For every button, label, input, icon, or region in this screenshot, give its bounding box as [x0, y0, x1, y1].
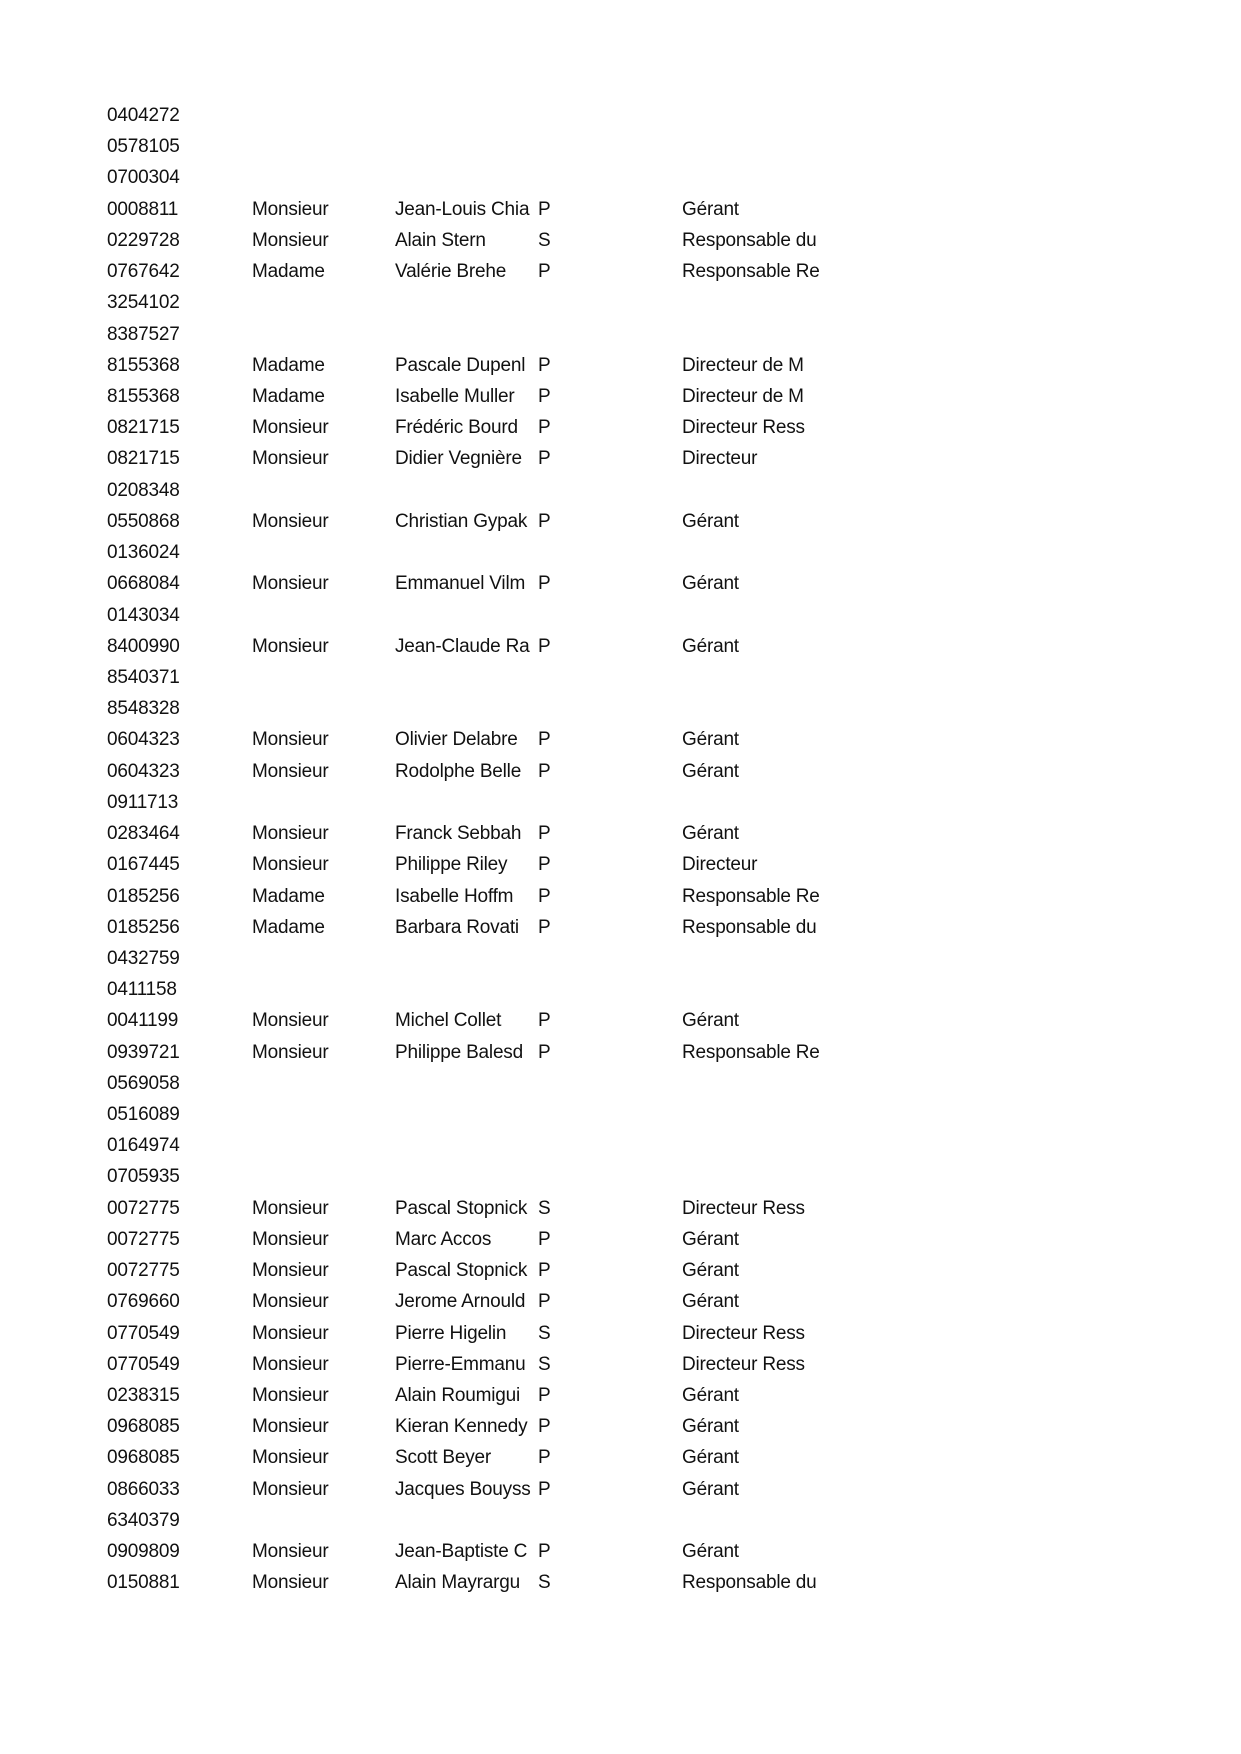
row-id-cell: 0208348 [107, 479, 180, 501]
row-id-cell: 0769660 [107, 1291, 180, 1313]
row-id-cell: 0968085 [107, 1447, 180, 1469]
row-id-cell: 6340379 [107, 1509, 180, 1531]
code-cell: P [538, 1541, 551, 1563]
civility-cell: Monsieur [252, 1291, 329, 1313]
job-title-cell: Gérant [682, 823, 739, 845]
row-id-cell: 0968085 [107, 1416, 180, 1438]
code-cell: S [538, 229, 551, 251]
row-id-cell: 0770549 [107, 1353, 180, 1375]
civility-cell: Madame [252, 916, 325, 938]
civility-cell: Monsieur [252, 1447, 329, 1469]
code-cell [538, 1505, 678, 1536]
table-row [0, 225, 1241, 256]
job-title-cell: Directeur [682, 854, 758, 876]
job-title-cell: Responsable du [682, 1572, 817, 1594]
job-title-cell [682, 1505, 823, 1536]
job-title-cell [682, 475, 823, 506]
job-title-cell: Directeur Ress [682, 1322, 805, 1344]
table-row [0, 818, 1241, 849]
name-cell [395, 693, 537, 724]
table-row [0, 568, 1241, 599]
code-cell: S [538, 1197, 551, 1219]
name-cell: Alain Roumigui [395, 1385, 520, 1407]
code-cell: S [538, 1353, 551, 1375]
row-id-cell: 0072775 [107, 1260, 180, 1282]
civility-cell [252, 600, 392, 631]
table-row [0, 319, 1241, 350]
code-cell [538, 1068, 678, 1099]
name-cell [395, 787, 537, 818]
code-cell [538, 131, 678, 162]
table-row [0, 256, 1241, 287]
job-title-cell: Gérant [682, 760, 739, 782]
name-cell: Didier Vegnière [395, 448, 522, 470]
name-cell: Michel Collet [395, 1010, 502, 1032]
name-cell [395, 162, 537, 193]
job-title-cell [682, 1130, 823, 1161]
job-title-cell: Directeur Ress [682, 1197, 805, 1219]
code-cell [538, 662, 678, 693]
code-cell: P [538, 1478, 551, 1500]
row-id-cell: 0866033 [107, 1478, 180, 1500]
civility-cell [252, 1130, 392, 1161]
code-cell: P [538, 1041, 551, 1063]
code-cell [538, 100, 678, 131]
code-cell: P [538, 448, 551, 470]
name-cell: Frédéric Bourd [395, 417, 518, 439]
code-cell: P [538, 729, 551, 751]
code-cell: P [538, 417, 551, 439]
job-title-cell: Directeur Ress [682, 1353, 805, 1375]
code-cell [538, 1161, 678, 1192]
job-title-cell [682, 1099, 823, 1130]
name-cell [395, 1130, 537, 1161]
code-cell: P [538, 1385, 551, 1407]
code-cell: P [538, 1228, 551, 1250]
table-row [0, 724, 1241, 755]
table-row [0, 1193, 1241, 1224]
row-id-cell: 0150881 [107, 1572, 180, 1594]
civility-cell: Monsieur [252, 823, 329, 845]
table-row [0, 443, 1241, 474]
name-cell [395, 662, 537, 693]
name-cell [395, 1099, 537, 1130]
code-cell [538, 537, 678, 568]
row-id-cell: 8387527 [107, 323, 180, 345]
civility-cell: Monsieur [252, 1478, 329, 1500]
name-cell: Franck Sebbah [395, 823, 522, 845]
civility-cell: Monsieur [252, 1572, 329, 1594]
name-cell: Pierre Higelin [395, 1322, 507, 1344]
table-row [0, 287, 1241, 318]
job-title-cell: Directeur Ress [682, 417, 805, 439]
name-cell: Christian Gypak [395, 510, 528, 532]
code-cell: S [538, 1322, 551, 1344]
name-cell [395, 100, 537, 131]
job-title-cell [682, 1161, 823, 1192]
job-title-cell: Responsable Re [682, 261, 820, 283]
code-cell: P [538, 1416, 551, 1438]
row-id-cell: 0821715 [107, 448, 180, 470]
row-id-cell: 0136024 [107, 542, 180, 564]
table-row [0, 1005, 1241, 1036]
code-cell [538, 600, 678, 631]
row-id-cell: 0072775 [107, 1228, 180, 1250]
job-title-cell: Gérant [682, 510, 739, 532]
civility-cell [252, 787, 392, 818]
civility-cell [252, 131, 392, 162]
code-cell: P [538, 354, 551, 376]
job-title-cell [682, 287, 823, 318]
table-row [0, 194, 1241, 225]
code-cell [538, 974, 678, 1005]
civility-cell: Monsieur [252, 417, 329, 439]
civility-cell [252, 693, 392, 724]
table-row [0, 787, 1241, 818]
name-cell [395, 537, 537, 568]
civility-cell: Madame [252, 261, 325, 283]
code-cell: P [538, 885, 551, 907]
table-row [0, 881, 1241, 912]
name-cell: Pierre-Emmanu [395, 1353, 526, 1375]
job-title-cell: Gérant [682, 1447, 739, 1469]
table-row [0, 1130, 1241, 1161]
row-id-cell: 0185256 [107, 916, 180, 938]
name-cell [395, 131, 537, 162]
code-cell: P [538, 1010, 551, 1032]
code-cell: P [538, 1260, 551, 1282]
civility-cell: Monsieur [252, 510, 329, 532]
job-title-cell: Gérant [682, 729, 739, 751]
name-cell: Jean-Claude Ra [395, 635, 530, 657]
table-row [0, 912, 1241, 943]
name-cell: Kieran Kennedy [395, 1416, 528, 1438]
job-title-cell: Gérant [682, 198, 739, 220]
name-cell: Jerome Arnould [395, 1291, 526, 1313]
code-cell: P [538, 635, 551, 657]
row-id-cell: 8400990 [107, 635, 180, 657]
table-row [0, 131, 1241, 162]
row-id-cell: 0072775 [107, 1197, 180, 1219]
job-title-cell: Gérant [682, 1291, 739, 1313]
civility-cell: Monsieur [252, 729, 329, 751]
table-row [0, 849, 1241, 880]
job-title-cell: Gérant [682, 573, 739, 595]
name-cell [395, 475, 537, 506]
name-cell [395, 1068, 537, 1099]
civility-cell: Monsieur [252, 448, 329, 470]
job-title-cell: Gérant [682, 1260, 739, 1282]
name-cell [395, 943, 537, 974]
job-title-cell: Responsable du [682, 229, 817, 251]
name-cell: Olivier Delabre [395, 729, 518, 751]
code-cell [538, 943, 678, 974]
civility-cell [252, 319, 392, 350]
table-row [0, 1567, 1241, 1598]
table-row [0, 1536, 1241, 1567]
table-row [0, 1255, 1241, 1286]
job-title-cell: Gérant [682, 1228, 739, 1250]
table-row [0, 943, 1241, 974]
name-cell: Isabelle Muller [395, 385, 515, 407]
table-row [0, 756, 1241, 787]
code-cell: P [538, 1291, 551, 1313]
job-title-cell: Gérant [682, 1541, 739, 1563]
row-id-cell: 0668084 [107, 573, 180, 595]
civility-cell: Monsieur [252, 1322, 329, 1344]
civility-cell [252, 475, 392, 506]
civility-cell [252, 1099, 392, 1130]
row-id-cell: 0411158 [107, 979, 177, 1001]
name-cell [395, 319, 537, 350]
job-title-cell: Gérant [682, 1010, 739, 1032]
name-cell: Pascal Stopnick [395, 1197, 528, 1219]
row-id-cell: 0185256 [107, 885, 180, 907]
code-cell: P [538, 385, 551, 407]
row-id-cell: 0432759 [107, 947, 180, 969]
table-row [0, 381, 1241, 412]
table-row [0, 1037, 1241, 1068]
row-id-cell: 0238315 [107, 1385, 180, 1407]
name-cell: Scott Beyer [395, 1447, 492, 1469]
civility-cell: Monsieur [252, 1541, 329, 1563]
job-title-cell: Gérant [682, 635, 739, 657]
job-title-cell: Responsable du [682, 916, 817, 938]
job-title-cell [682, 537, 823, 568]
civility-cell [252, 162, 392, 193]
civility-cell [252, 537, 392, 568]
civility-cell [252, 287, 392, 318]
name-cell [395, 287, 537, 318]
table-row [0, 537, 1241, 568]
table-row [0, 350, 1241, 381]
job-title-cell: Gérant [682, 1385, 739, 1407]
table-row [0, 1442, 1241, 1473]
name-cell: Alain Stern [395, 229, 486, 251]
civility-cell [252, 943, 392, 974]
row-id-cell: 0283464 [107, 823, 180, 845]
civility-cell [252, 1068, 392, 1099]
table-row [0, 1224, 1241, 1255]
civility-cell: Madame [252, 385, 325, 407]
table-row [0, 600, 1241, 631]
name-cell: Philippe Riley [395, 854, 508, 876]
name-cell: Marc Accos [395, 1228, 492, 1250]
row-id-cell: 0041199 [107, 1010, 179, 1032]
row-id-cell: 0569058 [107, 1072, 180, 1094]
code-cell: P [538, 510, 551, 532]
row-id-cell: 0770549 [107, 1322, 180, 1344]
row-id-cell: 8155368 [107, 385, 180, 407]
table-row [0, 1099, 1241, 1130]
name-cell: Isabelle Hoffm [395, 885, 514, 907]
civility-cell: Monsieur [252, 1260, 329, 1282]
code-cell: P [538, 854, 551, 876]
code-cell [538, 319, 678, 350]
job-title-cell [682, 787, 823, 818]
civility-cell [252, 1161, 392, 1192]
code-cell [538, 287, 678, 318]
row-id-cell: 0821715 [107, 417, 180, 439]
row-id-cell: 0164974 [107, 1135, 180, 1157]
row-id-cell: 0767642 [107, 261, 180, 283]
job-title-cell [682, 943, 823, 974]
row-id-cell: 0604323 [107, 729, 180, 751]
row-id-cell: 0008811 [107, 198, 179, 220]
job-title-cell: Gérant [682, 1478, 739, 1500]
code-cell [538, 162, 678, 193]
row-id-cell: 8548328 [107, 698, 180, 720]
civility-cell [252, 662, 392, 693]
code-cell: P [538, 261, 551, 283]
code-cell: P [538, 823, 551, 845]
code-cell: P [538, 1447, 551, 1469]
row-id-cell: 0167445 [107, 854, 180, 876]
table-row [0, 1380, 1241, 1411]
name-cell [395, 600, 537, 631]
name-cell: Jean-Louis Chia [395, 198, 530, 220]
civility-cell: Monsieur [252, 635, 329, 657]
row-id-cell: 0404272 [107, 105, 180, 126]
code-cell: P [538, 573, 551, 595]
job-title-cell: Gérant [682, 1416, 739, 1438]
table-row [0, 1068, 1241, 1099]
code-cell [538, 1099, 678, 1130]
job-title-cell [682, 693, 823, 724]
code-cell: P [538, 916, 551, 938]
table-row [0, 1286, 1241, 1317]
name-cell [395, 1505, 537, 1536]
civility-cell: Monsieur [252, 1416, 329, 1438]
civility-cell: Monsieur [252, 760, 329, 782]
table-row [0, 1161, 1241, 1192]
row-id-cell: 8540371 [107, 666, 180, 688]
table-row [0, 1349, 1241, 1380]
civility-cell: Monsieur [252, 573, 329, 595]
job-title-cell [682, 131, 823, 162]
row-id-cell: 3254102 [107, 292, 180, 314]
table-row [0, 974, 1241, 1005]
civility-cell: Monsieur [252, 198, 329, 220]
job-title-cell: Responsable Re [682, 1041, 820, 1063]
job-title-cell [682, 600, 823, 631]
civility-cell: Monsieur [252, 229, 329, 251]
row-id-cell: 0143034 [107, 604, 180, 626]
code-cell [538, 787, 678, 818]
job-title-cell [682, 162, 823, 193]
civility-cell: Monsieur [252, 1197, 329, 1219]
civility-cell: Monsieur [252, 1010, 329, 1032]
table-row [0, 475, 1241, 506]
name-cell: Valérie Brehe [395, 261, 507, 283]
job-title-cell: Directeur [682, 448, 758, 470]
name-cell: Emmanuel Vilm [395, 573, 526, 595]
table-row [0, 506, 1241, 537]
code-cell [538, 475, 678, 506]
table-row [0, 100, 1241, 131]
civility-cell: Monsieur [252, 1353, 329, 1375]
code-cell: S [538, 1572, 551, 1594]
job-title-cell [682, 100, 823, 131]
name-cell: Alain Mayrargu [395, 1572, 520, 1594]
name-cell: Jacques Bouyss [395, 1478, 531, 1500]
table-row [0, 693, 1241, 724]
table-row [0, 1505, 1241, 1536]
row-id-cell: 0705935 [107, 1166, 180, 1188]
code-cell [538, 1130, 678, 1161]
row-id-cell: 0939721 [107, 1041, 180, 1063]
civility-cell [252, 100, 392, 131]
table-row [0, 662, 1241, 693]
table-row [0, 1318, 1241, 1349]
name-cell: Pascale Dupenl [395, 354, 526, 376]
table-row [0, 162, 1241, 193]
code-cell: P [538, 198, 551, 220]
table-row [0, 412, 1241, 443]
name-cell: Philippe Balesd [395, 1041, 523, 1063]
civility-cell: Monsieur [252, 1385, 329, 1407]
civility-cell: Monsieur [252, 854, 329, 876]
table-row [0, 1474, 1241, 1505]
civility-cell: Madame [252, 354, 325, 376]
table-row [0, 631, 1241, 662]
job-title-cell: Responsable Re [682, 885, 820, 907]
row-id-cell: 0911713 [107, 791, 179, 813]
table-row [0, 1411, 1241, 1442]
job-title-cell [682, 319, 823, 350]
job-title-cell [682, 974, 823, 1005]
civility-cell [252, 1505, 392, 1536]
job-title-cell: Directeur de M [682, 385, 804, 407]
row-id-cell: 0909809 [107, 1541, 180, 1563]
name-cell: Jean-Baptiste C [395, 1541, 528, 1563]
job-title-cell [682, 1068, 823, 1099]
civility-cell [252, 974, 392, 1005]
name-cell [395, 1161, 537, 1192]
job-title-cell: Directeur de M [682, 354, 804, 376]
row-id-cell: 0550868 [107, 510, 180, 532]
row-id-cell: 0229728 [107, 229, 180, 251]
civility-cell: Madame [252, 885, 325, 907]
row-id-cell: 0700304 [107, 167, 180, 189]
civility-cell: Monsieur [252, 1041, 329, 1063]
job-title-cell [682, 662, 823, 693]
name-cell: Pascal Stopnick [395, 1260, 528, 1282]
name-cell [395, 974, 537, 1005]
row-id-cell: 0578105 [107, 136, 180, 158]
civility-cell: Monsieur [252, 1228, 329, 1250]
name-cell: Rodolphe Belle [395, 760, 522, 782]
name-cell: Barbara Rovati [395, 916, 519, 938]
code-cell [538, 693, 678, 724]
row-id-cell: 0604323 [107, 760, 180, 782]
row-id-cell: 0516089 [107, 1104, 180, 1126]
code-cell: P [538, 760, 551, 782]
row-id-cell: 8155368 [107, 354, 180, 376]
